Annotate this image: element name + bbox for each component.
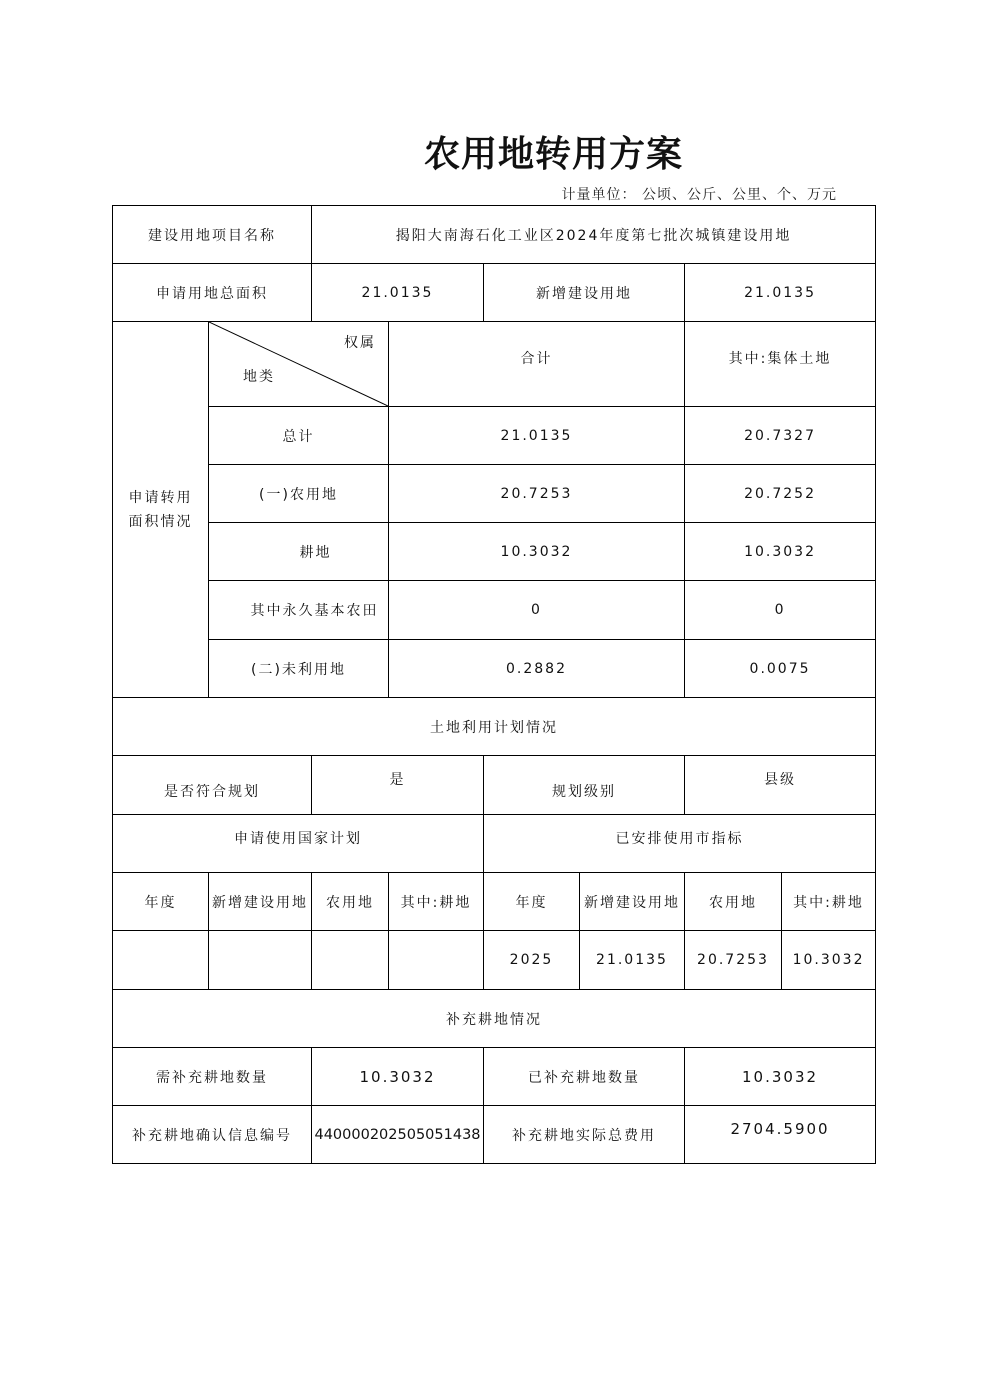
supplement-heading: 补充耕地情况: [113, 990, 876, 1048]
plan-header-cell: 年度: [113, 873, 209, 931]
row-total-total: 21.0135: [389, 407, 685, 465]
cost-value-text: 2704.5900: [730, 1119, 830, 1138]
plan-value-cell: 21.0135: [580, 931, 685, 990]
need-label: 需补充耕地数量: [113, 1048, 312, 1106]
plan-heading: 土地利用计划情况: [113, 698, 876, 756]
plan-value-cell: 20.7253: [685, 931, 782, 990]
project-value: 揭阳大南海石化工业区2024年度第七批次城镇建设用地: [312, 206, 876, 264]
total-area-label: 申请用地总面积: [113, 264, 312, 322]
col-collective-header: [685, 322, 876, 407]
plan-header-cell: 年度: [484, 873, 580, 931]
plan-value-cell: [312, 931, 389, 990]
row-arable-collective: 10.3032: [685, 523, 876, 581]
diagonal-header-cell: [209, 322, 389, 407]
conform-label-text: 是否符合规划: [164, 784, 260, 800]
project-label: 建设用地项目名称: [113, 206, 312, 264]
row-farmland-total: 20.7253: [389, 465, 685, 523]
done-value: 10.3032: [685, 1048, 876, 1106]
level-value: [685, 756, 876, 815]
conversion-side-label: [113, 322, 209, 698]
plan-header-cell: 新增建设用地: [209, 873, 312, 931]
conform-value: [312, 756, 484, 815]
new-construction-value: 21.0135: [685, 264, 876, 322]
row-total-collective: 20.7327: [685, 407, 876, 465]
row-label-arable: 耕地: [209, 523, 389, 581]
plan-header-cell: 农用地: [312, 873, 389, 931]
need-value: 10.3032: [312, 1048, 484, 1106]
row-unused-total: 0.2882: [389, 640, 685, 698]
city-plan-text: 已安排使用市指标: [615, 830, 744, 847]
national-plan-label: [113, 815, 484, 873]
page-title: 农用地转用方案: [423, 133, 683, 175]
row-arable-total: 10.3032: [389, 523, 685, 581]
row-basic-farmland-collective: 0: [685, 581, 876, 640]
diag-bottom-label: 地类: [243, 369, 275, 385]
diag-top-label: 权属: [344, 335, 376, 351]
conform-value-text: 是: [389, 772, 406, 788]
total-area-value: 21.0135: [312, 264, 484, 322]
cost-value: [685, 1106, 876, 1164]
level-label-text: 规划级别: [552, 784, 616, 800]
plan-header-cell: 新增建设用地: [580, 873, 685, 931]
code-value: 440000202505051438: [312, 1106, 484, 1164]
conform-label: [113, 756, 312, 815]
col-total-text: 合计: [520, 351, 553, 367]
plan-value-cell: [209, 931, 312, 990]
plan-header-cell: 其中:耕地: [389, 873, 484, 931]
plan-value-cell: [113, 931, 209, 990]
level-value-text: 县级: [764, 772, 797, 788]
conversion-table: [112, 205, 876, 1164]
plan-value-cell: [389, 931, 484, 990]
plan-value-cell: 2025: [484, 931, 580, 990]
new-construction-label: 新增建设用地: [484, 264, 685, 322]
plan-value-cell: 10.3032: [782, 931, 876, 990]
row-basic-farmland-total: 0: [389, 581, 685, 640]
city-plan-label: [484, 815, 876, 873]
conversion-side-text: 申请转用面积情况: [128, 489, 193, 530]
row-farmland-collective: 20.7252: [685, 465, 876, 523]
done-label: 已补充耕地数量: [484, 1048, 685, 1106]
col-collective-text: 其中:集体土地: [728, 351, 832, 367]
level-label: [484, 756, 685, 815]
row-label-farmland: (一)农用地: [209, 465, 389, 523]
row-label-unused: (二)未利用地: [209, 640, 389, 698]
row-label-basic-farmland: 其中永久基本农田: [209, 581, 389, 640]
national-plan-text: 申请使用国家计划: [234, 830, 362, 847]
cost-label: 补充耕地实际总费用: [484, 1106, 685, 1164]
plan-header-cell: 农用地: [685, 873, 782, 931]
plan-header-cell: 其中:耕地: [782, 873, 876, 931]
unit-line: 计量单位： 公顷、公斤、公里、个、万元: [561, 187, 837, 203]
row-unused-collective: 0.0075: [685, 640, 876, 698]
col-total-header: [389, 322, 685, 407]
code-label: 补充耕地确认信息编号: [113, 1106, 312, 1164]
row-label-total: 总计: [209, 407, 389, 465]
